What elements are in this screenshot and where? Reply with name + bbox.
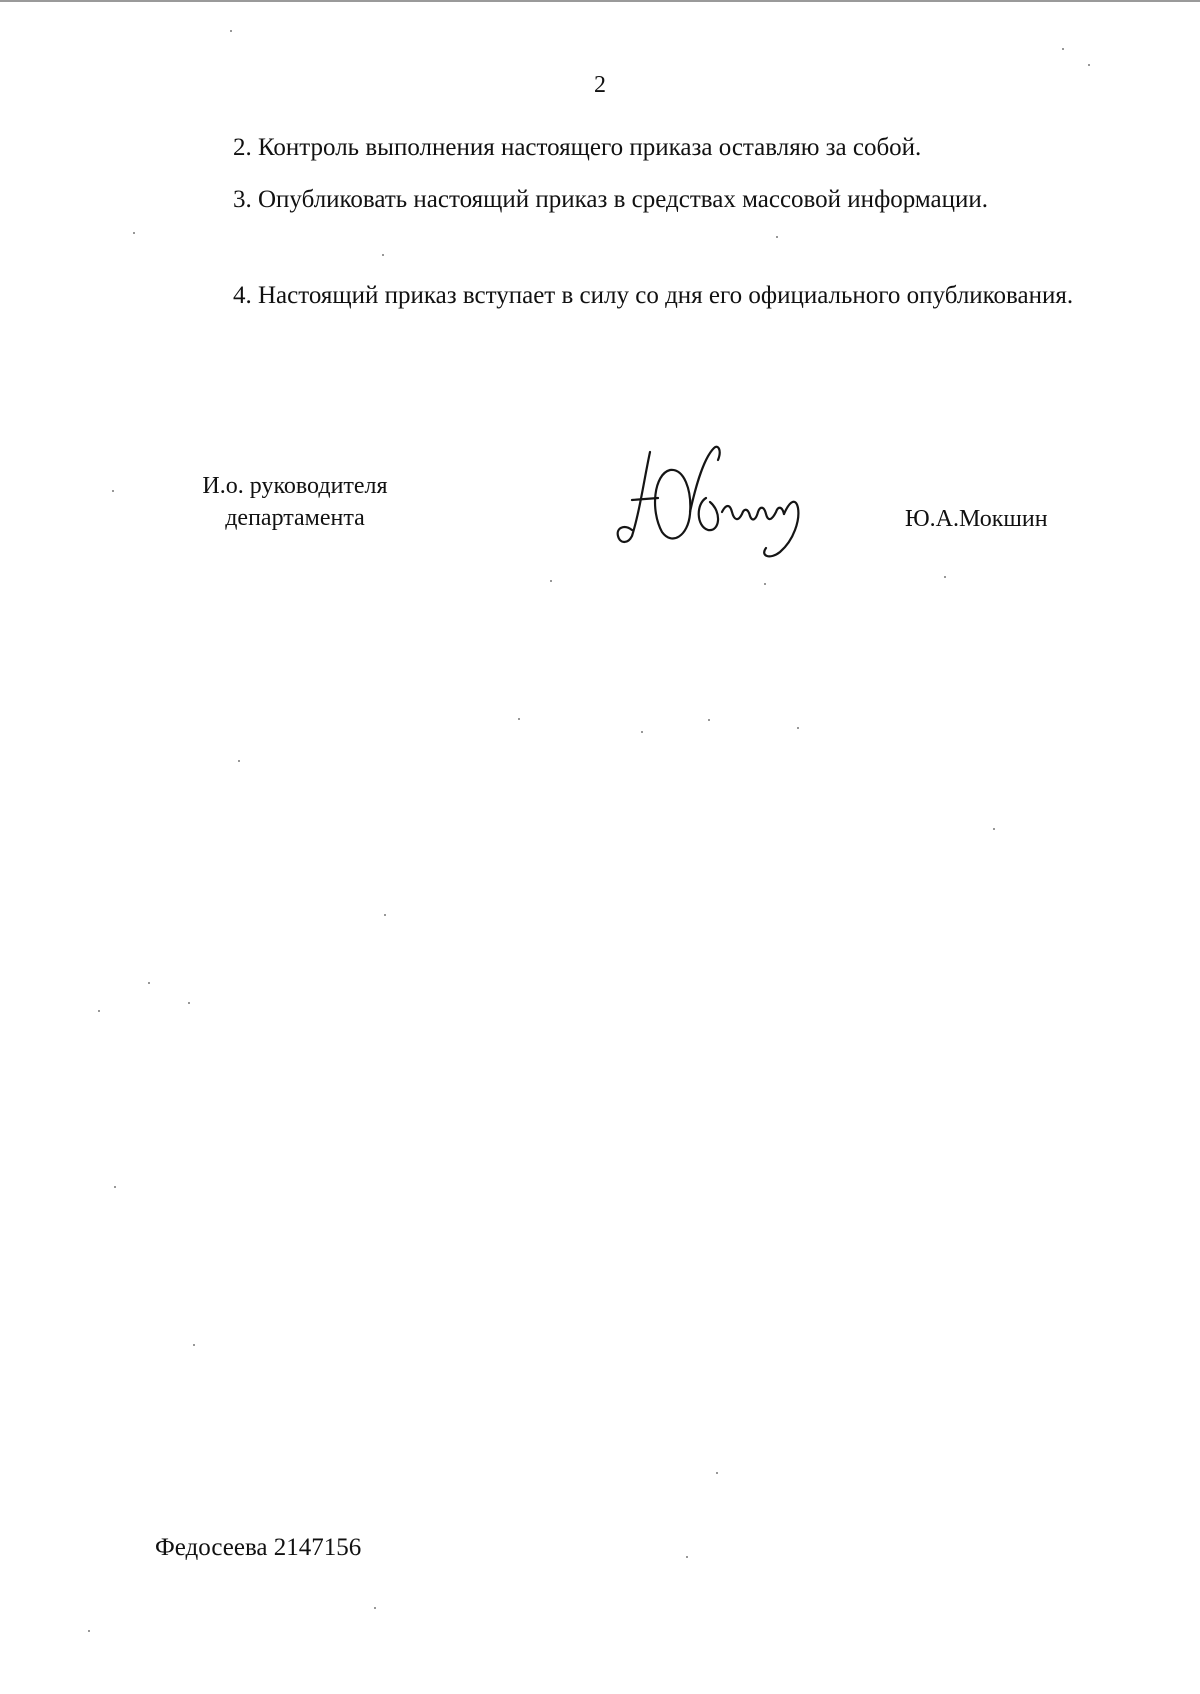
signatory-title-line-1: И.о. руководителя <box>202 473 388 499</box>
scan-speck <box>518 718 520 720</box>
scan-speck <box>776 236 778 238</box>
scan-speck <box>148 982 150 984</box>
paragraph-4: 4. Настоящий приказ вступает в силу со дня его официального опубликования. <box>233 282 1074 309</box>
scan-speck <box>993 828 995 830</box>
paragraph-2: 2. Контроль выполнения настоящего приказа оставляю за собой. <box>233 134 922 161</box>
scan-speck <box>88 1630 90 1632</box>
scan-speck <box>382 254 384 256</box>
scan-speck <box>1062 48 1064 50</box>
scan-speck <box>98 1010 100 1012</box>
scan-speck <box>641 731 643 733</box>
scan-speck <box>230 30 232 32</box>
scan-speck <box>114 1186 116 1188</box>
signatory-title <box>170 470 420 534</box>
paragraph-3: 3. Опубликовать настоящий приказ в средствах массовой информации. <box>233 186 989 213</box>
handwritten-signature <box>610 440 830 570</box>
page-top-edge <box>0 0 1200 2</box>
scan-speck <box>708 719 710 721</box>
scan-speck <box>112 490 114 492</box>
page-number: 2 <box>594 72 606 98</box>
scan-speck <box>686 1556 688 1558</box>
footer-contact: Федосеева 2147156 <box>155 1534 362 1561</box>
scan-speck <box>193 1344 195 1346</box>
scan-speck <box>550 580 552 582</box>
signatory-title-line-2: департамента <box>225 505 365 531</box>
scan-speck <box>716 1472 718 1474</box>
signer-name: Ю.А.Мокшин <box>905 506 1048 532</box>
scan-speck <box>764 583 766 585</box>
scan-speck <box>238 760 240 762</box>
scan-speck <box>944 576 946 578</box>
scan-speck <box>1088 64 1090 66</box>
scan-speck <box>797 727 799 729</box>
scan-speck <box>188 1002 190 1004</box>
scan-speck <box>374 1607 376 1609</box>
scan-speck <box>133 232 135 234</box>
scan-speck <box>384 914 386 916</box>
